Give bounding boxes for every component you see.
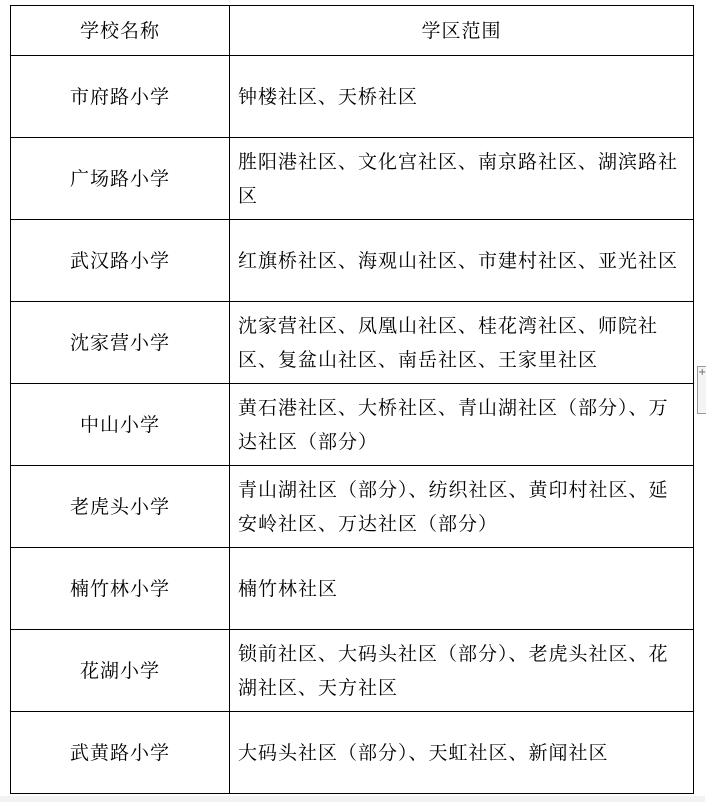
district-range-cell: 锁前社区、大码头社区（部分）、老虎头社区、花湖社区、天方社区 [230, 630, 694, 712]
school-name-cell: 市府路小学 [11, 56, 230, 138]
school-name-cell: 武汉路小学 [11, 220, 230, 302]
add-column-icon: + [698, 367, 706, 378]
district-range-cell: 沈家营社区、凤凰山社区、桂花湾社区、师院社区、复盆山社区、南岳社区、王家里社区 [230, 302, 694, 384]
school-district-table [10, 5, 694, 794]
school-name-cell: 沈家营小学 [11, 302, 230, 384]
district-range-cell: 钟楼社区、天桥社区 [230, 56, 694, 138]
school-name-cell: 花湖小学 [11, 630, 230, 712]
table-resize-handle[interactable] [697, 366, 706, 414]
table-row [11, 712, 694, 794]
table-row [11, 56, 694, 138]
table-row [11, 302, 694, 384]
school-name-cell: 楠竹林小学 [11, 548, 230, 630]
district-range-cell: 胜阳港社区、文化宫社区、南京路社区、湖滨路社区 [230, 138, 694, 220]
table-header-row [11, 6, 694, 56]
district-range-cell: 青山湖社区（部分）、纺织社区、黄印村社区、延安岭社区、万达社区（部分） [230, 466, 694, 548]
district-range-cell: 大码头社区（部分）、天虹社区、新闻社区 [230, 712, 694, 794]
table-row [11, 630, 694, 712]
school-name-cell: 武黄路小学 [11, 712, 230, 794]
table-row [11, 138, 694, 220]
school-name-cell: 老虎头小学 [11, 466, 230, 548]
header-school-name: 学校名称 [11, 6, 230, 56]
district-range-cell: 黄石港社区、大桥社区、青山湖社区（部分）、万达社区（部分） [230, 384, 694, 466]
table-row [11, 548, 694, 630]
table-row [11, 466, 694, 548]
page-bottom-edge [0, 796, 705, 802]
district-range-cell: 红旗桥社区、海观山社区、市建村社区、亚光社区 [230, 220, 694, 302]
school-name-cell: 中山小学 [11, 384, 230, 466]
table-row [11, 220, 694, 302]
header-district-range: 学区范围 [230, 6, 694, 56]
district-range-cell: 楠竹林社区 [230, 548, 694, 630]
school-name-cell: 广场路小学 [11, 138, 230, 220]
table-row [11, 384, 694, 466]
